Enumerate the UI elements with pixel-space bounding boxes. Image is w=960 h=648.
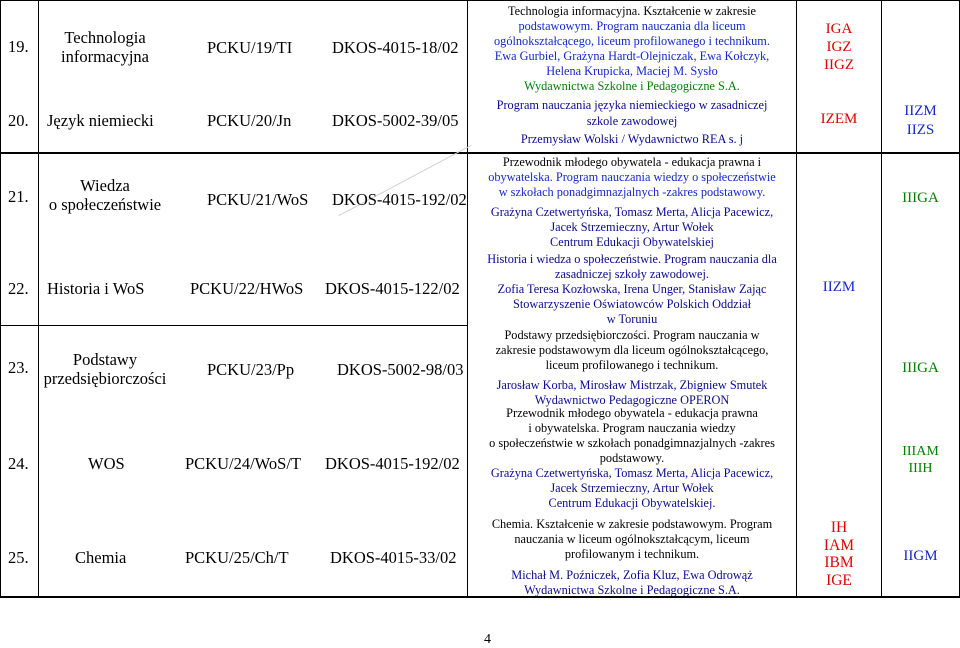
- description-hwos: Historia i wiedza o społeczeństwie. Program nauczania dla zasadniczej szkoły zawodowej. Zofia Teresa Kozłowska, Irena Unger, Stanisław Zając Stowarzyszenie Oświatowców Polskich Oddział w Toruniu: [487, 252, 777, 326]
- class-list: IZEM: [820, 111, 858, 127]
- description-ch: Chemia. Kształcenie w zakresie podstawowym. Program nauczania w liceum ogólnokształcącym, liceum profilowanym i technikum. Michał M. Poźniczek, Zofia Kluz, Ewa Odrowąż Wydawnictwa Szkolne i Pedagogiczne S.A.: [491, 517, 773, 597]
- row-number: 21.: [8, 187, 29, 206]
- class-list: IIZM: [822, 279, 856, 295]
- dkos-number: DKOS-5002-39/05: [332, 111, 459, 130]
- program-code: PCKU/21/WoS: [207, 190, 309, 209]
- program-code: PCKU/23/Pp: [207, 360, 295, 379]
- dkos-number: DKOS-4015-122/02: [325, 279, 460, 298]
- row-number: 23.: [8, 358, 29, 377]
- class-list: IIGM: [903, 548, 938, 564]
- row-divider: [0, 0, 960, 1]
- row-number: 22.: [8, 279, 29, 298]
- program-code: PCKU/25/Ch/T: [185, 548, 289, 567]
- row-number: 25.: [8, 548, 29, 567]
- dkos-number: DKOS-4015-18/02: [332, 38, 459, 57]
- column-divider: [881, 0, 882, 598]
- subject-name: Chemia: [75, 548, 127, 567]
- subject-name: Język niemiecki: [47, 111, 154, 130]
- subject-name: Historia i WoS: [47, 279, 145, 298]
- class-list: IIIGA: [902, 360, 939, 376]
- subject-name: Technologia informacyjna: [61, 28, 149, 66]
- dkos-number: DKOS-4015-192/02: [332, 190, 467, 209]
- page-number: 4: [484, 632, 491, 647]
- class-list: IIIAM IIIH: [902, 444, 939, 476]
- row-divider: [0, 325, 467, 326]
- column-divider: [467, 0, 468, 598]
- program-code: PCKU/24/WoS/T: [185, 454, 302, 473]
- description-jn: Program nauczania języka niemieckiego w zasadniczej szkole zawodowej Przemysław Wolski / Wydawnictwo REA s. j: [496, 98, 768, 146]
- class-list: IH IAM IBM IGE: [823, 519, 855, 589]
- row-divider: [0, 152, 960, 154]
- description-pp: Podstawy przedsiębiorczości. Program nauczania w zakresie podstawowym dla liceum ogólnokształcącego, liceum profilowanego i technikum. Jarosław Korba, Mirosław Mistrzak, Zbigniew Smutek Wydawnictwo Pedagogiczne OPERON: [495, 328, 769, 407]
- program-code: PCKU/19/TI: [207, 38, 293, 57]
- class-list: IIIGA: [902, 190, 939, 206]
- row-number: 20.: [8, 111, 29, 130]
- dkos-number: DKOS-4015-192/02: [325, 454, 460, 473]
- program-code: PCKU/22/HWoS: [190, 279, 304, 298]
- description-wos: Przewodnik młodego obywatela - edukacja prawna i obywatelska. Program nauczania wiedzy o społeczeństwie w szkołach ponadgimnazjalnych -zakres podstawowy. Grażyna Czetwertyńska, Tomasz Merta, Alicja Pacewicz, Jacek Strzemieczny, Artur Wołek Centrum Edukacji Obywatelskiej: [488, 155, 776, 249]
- class-list: IGA IGZ IIGZ: [824, 21, 854, 73]
- column-divider: [796, 0, 797, 598]
- description-wost: Przewodnik młodego obywatela - edukacja prawna i obywatelska. Program nauczania wiedzy o społeczeństwie w szkołach ponadgimnazjalnych -zakres podstawowy. Grażyna Czetwertyńska, Tomasz Merta, Alicja Pacewicz, Jacek Strzemieczny, Artur Wołek Centrum Edukacji Obywatelskiej.: [489, 406, 775, 510]
- description-ti: Technologia informacyjna. Kształcenie w zakresie podstawowym. Program nauczania dla liceum ogólnokształcącego, liceum profilowanego i technikum. Ewa Gurbiel, Grażyna Hardt-Olejniczak, Ewa Kołczyk, Helena Krupicka, Maciej M. Sysło Wydawnictwa Szkolne i Pedagogiczne S.A.: [494, 4, 770, 93]
- subject-name: WOS: [88, 454, 125, 473]
- dkos-number: DKOS-4015-33/02: [330, 548, 457, 567]
- column-divider: [0, 0, 1, 598]
- dkos-number: DKOS-5002-98/03: [337, 360, 464, 379]
- program-code: PCKU/20/Jn: [207, 111, 292, 130]
- row-number: 24.: [8, 454, 29, 473]
- class-list: IIZM IIZS: [904, 103, 937, 138]
- subject-name: Podstawy przedsiębiorczości: [43, 350, 167, 388]
- row-number: 19.: [8, 37, 29, 56]
- subject-name: Wiedza o społeczeństwie: [48, 176, 162, 214]
- column-divider: [38, 0, 39, 598]
